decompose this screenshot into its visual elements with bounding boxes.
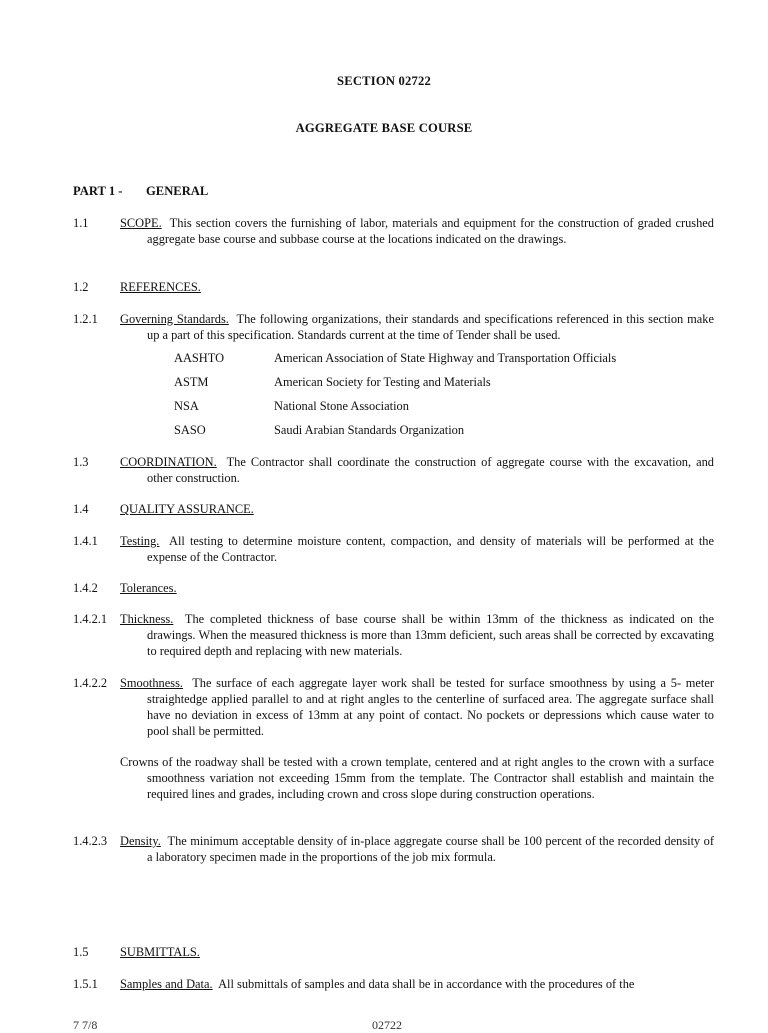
paragraph-1-5: [73, 944, 714, 960]
references-list: [174, 350, 734, 446]
paragraph-number: 1.4.2: [73, 581, 98, 595]
paragraph-heading: Density.: [120, 834, 161, 848]
part-number: PART 1 -: [73, 184, 123, 198]
paragraph-heading: Smoothness.: [120, 676, 183, 690]
paragraph-1-4-2-2: [73, 675, 714, 739]
paragraph-1-4-2-3: [73, 833, 714, 865]
reference-name: American Society for Testing and Materials: [274, 375, 491, 389]
paragraph-text: All submittals of samples and data shall be in accordance with the procedures of the: [218, 977, 635, 991]
paragraph-text: The completed thickness of base course shall be within 13mm of the thickness as indicated on the drawings. When the measured thickness is more than 13mm deficient, such areas shall be corrected by excavating to required depth and replacing with new materials.: [147, 612, 714, 658]
paragraph-1-4-1: [73, 533, 714, 565]
reference-name: National Stone Association: [274, 399, 409, 413]
part-title: GENERAL: [146, 184, 209, 198]
reference-row: [174, 374, 734, 398]
paragraph-number: 1.2: [73, 280, 89, 294]
paragraph-number: 1.5: [73, 945, 89, 959]
paragraph-text: All testing to determine moisture content, compaction, and density of materials will be performed at the expense of the Contractor.: [147, 534, 714, 564]
paragraph-1-1: [73, 215, 714, 247]
reference-row: [174, 422, 734, 446]
reference-row: [174, 350, 734, 374]
paragraph-crowns: [73, 754, 714, 802]
paragraph-number: 1.5.1: [73, 977, 98, 991]
section-title: SECTION 02722: [337, 74, 431, 88]
paragraph-heading: Governing Standards.: [120, 312, 229, 326]
reference-abbr: ASTM: [174, 375, 209, 389]
paragraph-heading: Thickness.: [120, 612, 174, 626]
paragraph-text: Crowns of the roadway shall be tested with a crown template, centered and at right angles to the crown with a surface smoothness variation not exceeding 15mm from the template. The Contractor shall establish and maintain the required lines and grades, including crown and cross slope during construction operations.: [120, 755, 714, 801]
reference-row: [174, 398, 734, 422]
paragraph-number: 1.3: [73, 455, 89, 469]
reference-abbr: AASHTO: [174, 351, 225, 365]
paragraph-text: The Contractor shall coordinate the construction of aggregate course with the excavation, and other construction.: [147, 455, 714, 485]
paragraph-text: The minimum acceptable density of in-place aggregate course shall be 100 percent of the recorded density of a laboratory specimen made in the proportions of the job mix formula.: [147, 834, 714, 864]
paragraph-number: 1.1: [73, 216, 89, 230]
paragraph-number: 1.4.2.3: [73, 834, 108, 848]
paragraph-1-2: [73, 279, 714, 295]
paragraph-1-5-1: [73, 976, 714, 992]
paragraph-heading: QUALITY ASSURANCE.: [120, 502, 254, 516]
paragraph-1-4-2-1: [73, 611, 714, 659]
paragraph-heading: SUBMITTALS.: [120, 945, 200, 959]
paragraph-1-4: [73, 501, 714, 517]
paragraph-heading: Tolerances.: [120, 581, 177, 595]
paragraph-1-2-1: [73, 311, 714, 343]
part-heading: [73, 183, 208, 199]
paragraph-text: The following organizations, their standards and specifications referenced in this section make up a part of this specification. Standards current at the time of Tender shall be used.: [147, 312, 714, 342]
paragraph-heading: REFERENCES.: [120, 280, 201, 294]
paragraph-number: 1.4.1: [73, 534, 98, 548]
paragraph-heading: SCOPE.: [120, 216, 162, 230]
reference-abbr: SASO: [174, 423, 206, 437]
footer-section-number: 02722: [372, 1018, 402, 1032]
paragraph-number: 1.4: [73, 502, 89, 516]
footer-left-text: 7 7/8: [73, 1018, 98, 1032]
paragraph-1-4-2: [73, 580, 714, 596]
paragraph-1-3: [73, 454, 714, 486]
reference-abbr: NSA: [174, 399, 199, 413]
paragraph-heading: COORDINATION.: [120, 455, 217, 469]
reference-name: American Association of State Highway and Transportation Officials: [274, 351, 617, 365]
paragraph-number: 1.4.2.1: [73, 612, 108, 626]
paragraph-heading: Samples and Data.: [120, 977, 213, 991]
document-subtitle: AGGREGATE BASE COURSE: [295, 121, 473, 135]
reference-name: Saudi Arabian Standards Organization: [274, 423, 465, 437]
paragraph-text: The surface of each aggregate layer work shall be tested for surface smoothness by using a 5- meter straightedge applied parallel to and at right angles to the centerline of surfaced area. The aggregate surface shall have no deviation in excess of 13mm at any point of contact. No pockets or depressions which cause water to pool shall be permitted.: [147, 676, 714, 738]
paragraph-text: This section covers the furnishing of labor, materials and equipment for the construction of graded crushed aggregate base course and subbase course at the locations indicated on the drawings.: [147, 216, 714, 246]
paragraph-number: 1.2.1: [73, 312, 98, 326]
paragraph-number: 1.4.2.2: [73, 676, 108, 690]
page-footer: [0, 1017, 768, 1032]
paragraph-heading: Testing.: [120, 534, 160, 548]
